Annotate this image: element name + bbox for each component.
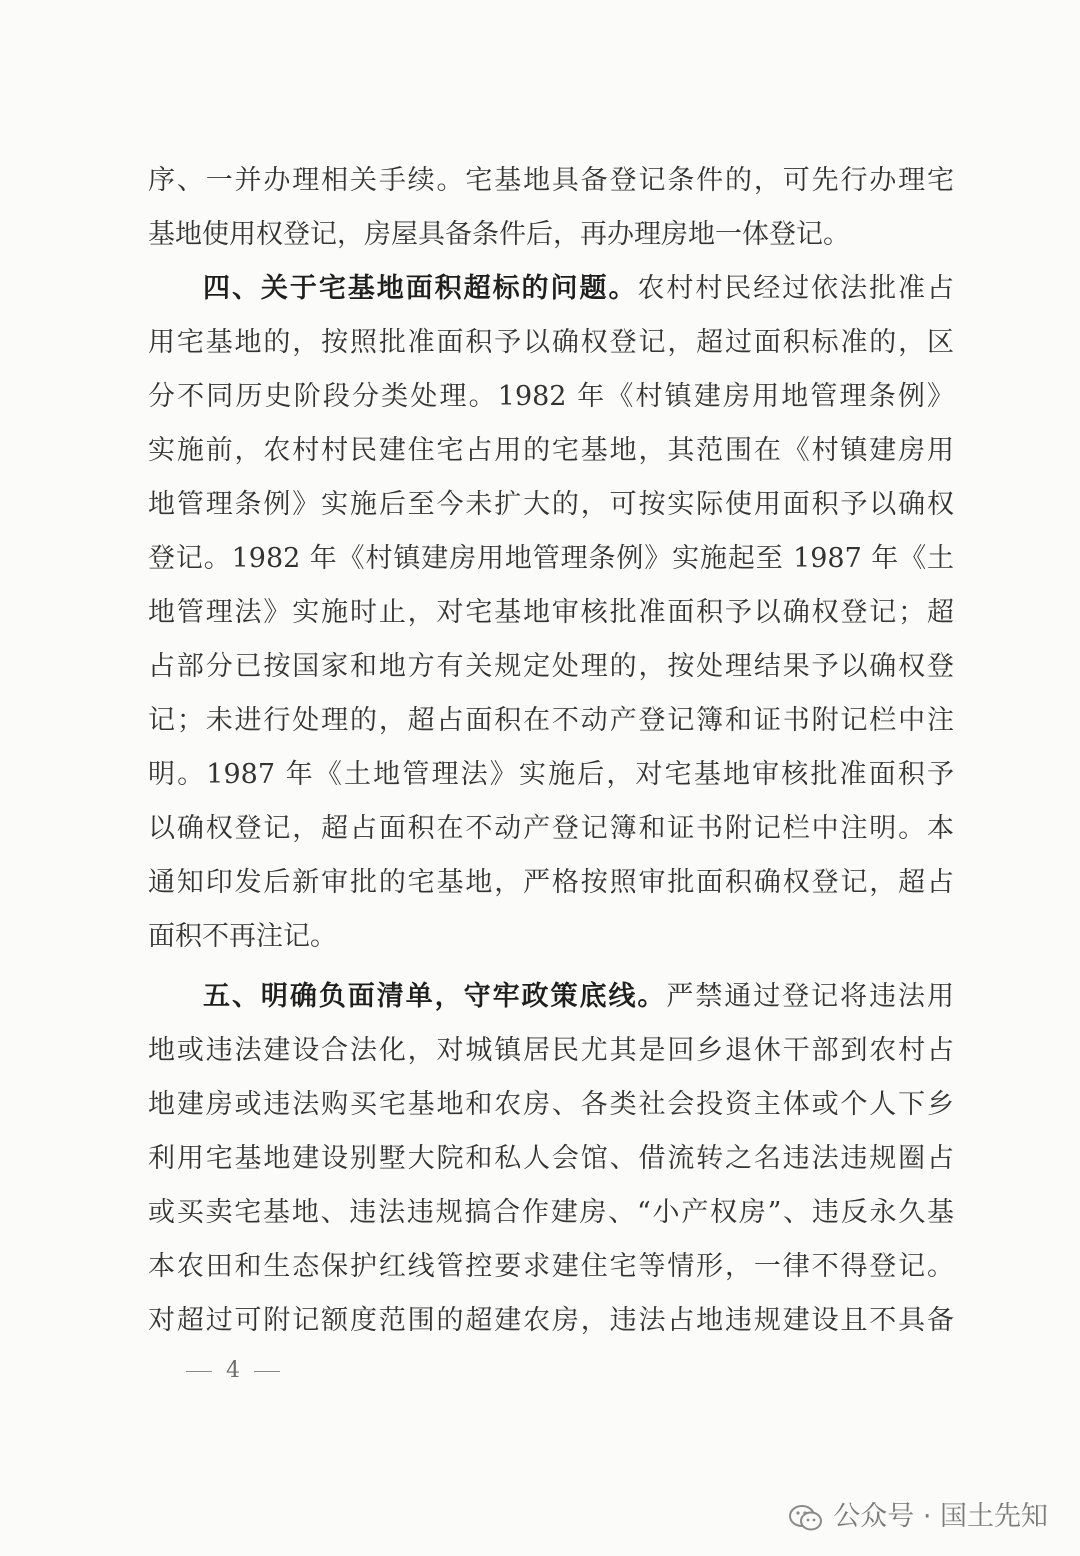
paragraph-line: 序、一并办理相关手续。宅基地具备登记条件的，可先行办理宅	[148, 165, 954, 196]
paragraph-line: 记；未进行处理的，超占面积在不动产登记簿和证书附记栏中注	[148, 705, 954, 736]
paragraph-line: 以确权登记，超占面积在不动产登记簿和证书附记栏中注明。本	[148, 813, 954, 844]
paragraph-line: 实施前，农村村民建住宅占用的宅基地，其范围在《村镇建房用	[148, 435, 954, 466]
section-4-first-line	[203, 262, 954, 316]
page-number-value: 4	[226, 1358, 240, 1383]
paragraph-line: 面积不再注记。	[148, 921, 337, 952]
paragraph-line: 明。1987 年《土地管理法》实施后，对宅基地审核批准面积予	[148, 759, 954, 790]
paragraph-line: 地或违法建设合法化，对城镇居民尤其是回乡退休干部到农村占	[148, 1035, 954, 1066]
paragraph-line: 登记。1982 年《村镇建房用地管理条例》实施起至 1987 年《土	[148, 543, 954, 574]
paragraph-line: 利用宅基地建设别墅大院和私人会馆、借流转之名违法违规圈占	[148, 1143, 954, 1174]
page-number	[172, 1354, 294, 1388]
section-4-heading: 四、关于宅基地面积超标的问题。	[203, 273, 638, 304]
dash-right	[254, 1371, 280, 1372]
paragraph-line: 对超过可附记额度范围的超建农房，违法占地违规建设且不具备	[148, 1305, 954, 1336]
section-4-body: 农村村民经过依法批准占	[637, 273, 955, 304]
paragraph-line: 用宅基地的，按照批准面积予以确权登记，超过面积标准的，区	[148, 327, 954, 358]
paragraph-line: 占部分已按国家和地方有关规定处理的，按处理结果予以确权登	[148, 651, 954, 682]
paragraph-line: 地建房或违法购买宅基地和农房、各类社会投资主体或个人下乡	[148, 1089, 954, 1120]
section-5-first-line	[203, 970, 954, 1024]
paragraph-line: 地管理条例》实施后至今未扩大的，可按实际使用面积予以确权	[148, 489, 954, 520]
paragraph-line: 本农田和生态保护红线管控要求建住宅等情形，一律不得登记。	[148, 1251, 954, 1282]
paragraph-line: 通知印发后新审批的宅基地，严格按照审批面积确权登记，超占	[148, 867, 954, 898]
wechat-icon	[789, 1504, 823, 1532]
watermark	[789, 1497, 1048, 1537]
watermark-text: 公众号 · 国土先知	[833, 1501, 1048, 1532]
paragraph-line: 基地使用权登记，房屋具备条件后，再办理房地一体登记。	[148, 219, 850, 250]
dash-left	[186, 1371, 212, 1372]
paragraph-line: 地管理法》实施时止，对宅基地审核批准面积予以确权登记；超	[148, 597, 954, 628]
section-5-heading: 五、明确负面清单，守牢政策底线。	[203, 981, 667, 1012]
paragraph-line: 或买卖宅基地、违法违规搞合作建房、“小产权房”、违反永久基	[148, 1197, 954, 1228]
paragraph-line: 分不同历史阶段分类处理。1982 年《村镇建房用地管理条例》	[148, 381, 954, 412]
section-5-body: 严禁通过登记将违法用	[666, 981, 954, 1012]
